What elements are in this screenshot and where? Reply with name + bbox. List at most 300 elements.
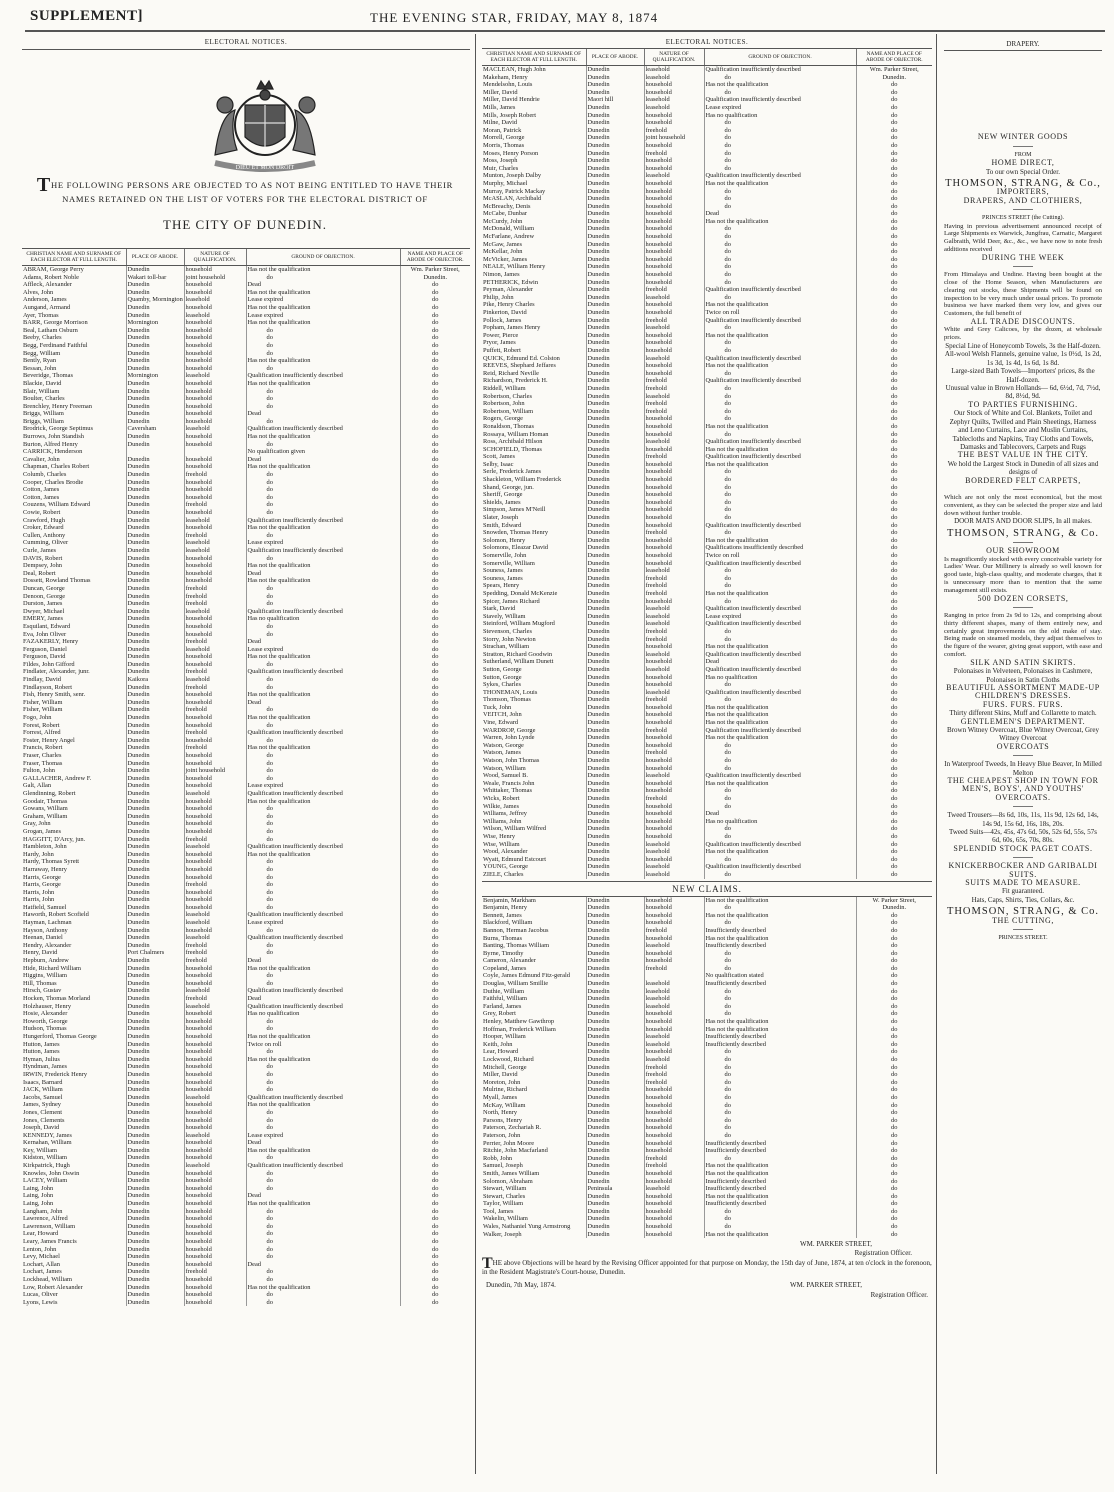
elector-name: Lenton, John [23, 1245, 57, 1253]
elector-name: Stewart, Charles [483, 1192, 526, 1200]
objection-ground: do [704, 795, 856, 803]
place-of-abode: Dunedin [126, 555, 184, 563]
objector: do [856, 195, 932, 203]
objection-ground: Has not the qualification [246, 1284, 400, 1292]
elector-name: Couzens, William Edward [23, 501, 91, 509]
elector-name: Hudson, Thomas [23, 1025, 67, 1033]
objection-ground: Has not the qualification [246, 1056, 400, 1064]
objector: do [856, 942, 932, 950]
qualification: household [184, 380, 246, 388]
table-row [482, 461, 932, 469]
objector: do [856, 711, 932, 719]
place-of-abode: Dunedin [586, 825, 644, 833]
objection-ground: do [704, 400, 856, 408]
ad-line: THE BEST VALUE IN THE CITY. [957, 450, 1089, 460]
elector-name: Ferguson, David [23, 653, 66, 661]
objector: do [856, 689, 932, 697]
qualification: household [184, 1056, 246, 1064]
table-row [22, 1101, 470, 1109]
elector-name: Boulter, Charles [23, 395, 65, 403]
ad-line: GENTLEMEN'S DEPARTMENT. [960, 716, 1086, 726]
place-of-abode: Dunedin [126, 388, 184, 396]
qualification: leasehold [184, 517, 246, 525]
elector-name: Moss, Joseph [483, 157, 518, 165]
objection-ground: Has not the qualification [246, 1147, 400, 1155]
objection-ground: do [246, 866, 400, 874]
objection-ground: do [246, 972, 400, 980]
table-row [22, 342, 470, 350]
objection-ground: Lease expired [246, 646, 400, 654]
table-row [482, 1071, 932, 1079]
qualification: household [644, 1200, 704, 1208]
qualification: household [184, 1147, 246, 1155]
objection-ground: do [246, 828, 400, 836]
elector-name: McFarlane, Andrew [483, 233, 535, 241]
objection-ground: Has not the qualification [246, 289, 400, 297]
qualification: household [184, 570, 246, 578]
objection-ground: do [246, 1299, 400, 1307]
place-of-abode: Dunedin [126, 334, 184, 342]
elector-name: Fildes, John Gifford [23, 660, 75, 668]
qualification: freehold [184, 729, 246, 737]
table-row [482, 863, 932, 871]
elector-name: Briggs, William [23, 410, 64, 418]
elector-name: Anderson, James [23, 296, 67, 304]
place-of-abode: Dunedin [586, 1140, 644, 1148]
objector: do [856, 833, 932, 841]
objection-ground: Qualification insufficiently described [704, 438, 856, 446]
place-of-abode: Dunedin [126, 1018, 184, 1026]
elector-name: Blackford, William [483, 919, 533, 927]
ad-line: OUR SHOWROOM [986, 546, 1060, 556]
objection-ground: do [704, 142, 856, 150]
objection-ground: do [246, 896, 400, 904]
objector: do [400, 1018, 470, 1026]
objection-ground: Qualification insufficiently described [246, 547, 400, 555]
elector-name: Haworth, Robert Scofield [23, 911, 89, 919]
qualification: household [184, 904, 246, 912]
elector-name: Columb, Charles [23, 471, 67, 479]
elector-name: ABRAM, George Perry [23, 266, 84, 273]
qualification: household [184, 1185, 246, 1193]
table-row [22, 1170, 470, 1178]
place-of-abode: Dunedin [586, 666, 644, 674]
place-of-abode: Dunedin [586, 408, 644, 416]
ad-line: THOMSON, STRANG, & Co., [945, 178, 1101, 190]
objection-ground: Insufficiently described [704, 1200, 856, 1208]
table-row [22, 1253, 470, 1261]
table-row [482, 965, 932, 973]
table-row [22, 623, 470, 631]
elector-name: Galt, Allan [23, 782, 52, 790]
table-row [482, 742, 932, 750]
objector: do [856, 1178, 932, 1186]
objector: do [856, 96, 932, 104]
objection-ground: Lease expired [246, 539, 400, 547]
qualification: freehold [184, 744, 246, 752]
elector-name: Hocken, Thomas Morland [23, 995, 91, 1002]
elector-name: Paterson, Zechariah R. [483, 1124, 542, 1132]
table-row [482, 848, 932, 856]
objector: do [400, 380, 470, 388]
table-row [22, 372, 470, 380]
objector: do [856, 848, 932, 856]
qualification: leasehold [184, 646, 246, 654]
objector: do [856, 734, 932, 742]
supplement-label: SUPPLEMENT] [30, 8, 144, 24]
qualification: leasehold [184, 987, 246, 995]
elector-name: NEALE, William Henry [483, 263, 546, 271]
objection-ground: Dead [246, 410, 400, 418]
table-row [22, 646, 470, 654]
elector-name: Deal, Robert [23, 569, 56, 577]
elector-name: Bessan, John [23, 364, 57, 372]
elector-name: Nimon, James [483, 271, 520, 279]
qualification: household [184, 562, 246, 570]
qualification: freehold [644, 453, 704, 461]
elector-name: Hendry, Alexander [23, 941, 72, 949]
table-row [22, 600, 470, 608]
elector-name: Mulrine, Richard [483, 1086, 528, 1094]
qualification: household [184, 1154, 246, 1162]
place-of-abode: Dunedin [126, 1208, 184, 1216]
objector: do [856, 1231, 932, 1239]
qualification: freehold [184, 949, 246, 957]
table-row [22, 463, 470, 471]
objection-ground: Qualification insufficiently described [704, 863, 856, 871]
objection-ground: Dead [704, 210, 856, 218]
place-of-abode: Dunedin [126, 418, 184, 426]
table-row [22, 798, 470, 806]
objector: do [400, 494, 470, 502]
objection-ground: do [704, 598, 856, 606]
objection-ground: Lease expired [246, 782, 400, 790]
place-of-abode: Dunedin [126, 509, 184, 517]
place-of-abode: Dunedin [586, 461, 644, 469]
table-row [22, 1117, 470, 1125]
objector: do [400, 365, 470, 373]
elector-name: Stewart, William [483, 1185, 527, 1193]
objection-ground: Qualification insufficiently described [246, 1094, 400, 1102]
table-row [482, 188, 932, 196]
qualification: household [644, 674, 704, 682]
elector-name: Hepburn, Andrew [23, 957, 69, 965]
table-row [482, 972, 932, 980]
place-of-abode: Dunedin [126, 1094, 184, 1102]
objector: do [856, 431, 932, 439]
elector-name: Findlater, Alexander, junr. [23, 668, 90, 676]
objection-ground: Qualification insufficiently described [704, 317, 856, 325]
elector-name: Ronaldson, Thomas [483, 422, 535, 430]
qualification: household [644, 1010, 704, 1018]
table-row [22, 281, 470, 289]
place-of-abode: Dunedin [586, 980, 644, 988]
objector: do [400, 949, 470, 957]
place-of-abode: Dunedin [586, 1200, 644, 1208]
place-of-abode: Dunedin [126, 934, 184, 942]
objection-ground: do [704, 339, 856, 347]
place-of-abode: Dunedin [586, 544, 644, 552]
objector: do [856, 1208, 932, 1216]
place-of-abode: Dunedin [126, 972, 184, 980]
place-of-abode: Dunedin [126, 1291, 184, 1299]
table-row [22, 957, 470, 965]
objection-ground: Qualification insufficiently described [704, 453, 856, 461]
objection-ground: do [704, 279, 856, 287]
table-row [482, 1048, 932, 1056]
elector-name: Wilson, William Wilfred [483, 825, 547, 833]
place-of-abode: Dunedin [126, 1177, 184, 1185]
qualification: household [184, 350, 246, 358]
table-row [482, 203, 932, 211]
place-of-abode: Dunedin [586, 263, 644, 271]
objector: do [400, 479, 470, 487]
place-of-abode: Dunedin [126, 433, 184, 441]
place-of-abode: Dunedin [126, 577, 184, 585]
elector-name: Souness, James [483, 574, 523, 582]
ad-line: THOMSON, STRANG, & Co. [946, 527, 1100, 539]
place-of-abode: Dunedin [586, 74, 644, 82]
place-of-abode: Dunedin [586, 1193, 644, 1201]
elector-name: Langham, John [23, 1207, 63, 1215]
objection-ground: do [246, 1063, 400, 1071]
objector: do [856, 1200, 932, 1208]
objector: do [856, 1109, 932, 1117]
objector: do [400, 463, 470, 471]
objection-ground: Qualification insufficiently described [704, 689, 856, 697]
place-of-abode: Dunedin [126, 699, 184, 707]
qualification: household [184, 441, 246, 449]
elector-name: QUICK, Edmund Ed. Colston [483, 354, 560, 362]
qualification: leasehold [644, 605, 704, 613]
table-row [22, 615, 470, 623]
objector: do [856, 89, 932, 97]
table-row [22, 1010, 470, 1018]
qualification: leasehold [644, 438, 704, 446]
column-header: CHRISTIAN NAME AND SURNAME OF EACH ELECTOR AT FULL LENGTH. [22, 249, 126, 266]
place-of-abode: Dunedin [126, 691, 184, 699]
qualification: household [184, 1230, 246, 1238]
elector-name: Begg, Ferdinand Faithful [23, 341, 88, 349]
objection-ground: Dead [246, 1192, 400, 1200]
objection-ground: Twice on roll [246, 1041, 400, 1049]
hearing-dropcap: T [482, 1255, 493, 1273]
place-of-abode: Dunedin [126, 919, 184, 927]
table-row [22, 471, 470, 479]
qualification: freehold [644, 575, 704, 583]
place-of-abode: Dunedin [586, 347, 644, 355]
elector-name: Lear, Howard [23, 1230, 59, 1238]
objection-ground: do [704, 203, 856, 211]
objector: Wm. Parker Street, [400, 266, 470, 274]
table-row [482, 734, 932, 742]
objection-ground: do [704, 225, 856, 233]
qualification: household [184, 577, 246, 585]
elector-name: Curle, James [23, 546, 57, 554]
objector: do [400, 1185, 470, 1193]
objection-ground: do [704, 499, 856, 507]
table-row [22, 661, 470, 669]
objection-ground: do [246, 1246, 400, 1254]
table-row [22, 547, 470, 555]
elector-name: Makeham, Henry [483, 73, 528, 81]
place-of-abode: Dunedin [586, 332, 644, 340]
objector: do [400, 1033, 470, 1041]
elector-name: Lockhead, William [23, 1275, 72, 1283]
qualification: leasehold [184, 1162, 246, 1170]
objector: do [856, 742, 932, 750]
ad-line: PRINCES STREET. [998, 935, 1048, 942]
elector-name: Benjamin, Henry [483, 904, 528, 912]
place-of-abode: Dunedin [586, 658, 644, 666]
elector-name: Harris, John [23, 896, 55, 904]
table-row [22, 934, 470, 942]
objection-ground: Qualification insufficiently described [704, 620, 856, 628]
objector: do [856, 696, 932, 704]
objector: do [400, 798, 470, 806]
middle-electoral-column [482, 38, 932, 1478]
table-row [22, 577, 470, 585]
objector: do [856, 919, 932, 927]
table-row [482, 1003, 932, 1011]
qualification: household [644, 332, 704, 340]
table-row [482, 453, 932, 461]
table-row [22, 972, 470, 980]
elector-name: McVicker, James [483, 255, 528, 263]
qualification: freehold [644, 927, 704, 935]
qualification: household [184, 661, 246, 669]
objector: do [856, 355, 932, 363]
table-row [482, 950, 932, 958]
elector-name: Smith, James William [483, 1169, 540, 1177]
table-row [22, 1033, 470, 1041]
objector: do [400, 456, 470, 464]
objection-ground: do [704, 514, 856, 522]
place-of-abode: Dunedin [586, 598, 644, 606]
qualification: household [184, 456, 246, 464]
qualification: household [184, 1291, 246, 1299]
objector: do [400, 1208, 470, 1216]
place-of-abode: Dunedin [126, 615, 184, 623]
elector-name: Somerville, William [483, 559, 535, 567]
qualification: leasehold [644, 1041, 704, 1049]
qualification: household [184, 1063, 246, 1071]
place-of-abode: Dunedin [586, 965, 644, 973]
place-of-abode: Dunedin [586, 476, 644, 484]
objector: do [856, 104, 932, 112]
qualification: leasehold [644, 995, 704, 1003]
table-row [482, 980, 932, 988]
elector-name: Sheriff, George [483, 491, 523, 499]
objector: do [400, 403, 470, 411]
ad-line: Special Line of Honeycomb Towels, 3s the Half-dozen. [945, 342, 1101, 351]
qualification: freehold [184, 942, 246, 950]
elector-name: Glendinning, Robert [23, 789, 76, 797]
qualification: freehold [184, 600, 246, 608]
objection-ground: do [704, 370, 856, 378]
objection-ground: Dead [246, 638, 400, 646]
table-row [22, 1238, 470, 1246]
objector: do [400, 934, 470, 942]
objection-ground: do [246, 820, 400, 828]
objection-ground: do [704, 636, 856, 644]
qualification: household [644, 1178, 704, 1186]
place-of-abode: Dunedin [126, 304, 184, 312]
place-of-abode: Dunedin [586, 567, 644, 575]
place-of-abode: Dunedin [586, 529, 644, 537]
objector: do [400, 828, 470, 836]
qualification: household [184, 813, 246, 821]
table-row [22, 608, 470, 616]
objection-ground: do [246, 327, 400, 335]
qualification: household [184, 858, 246, 866]
elector-name: LACEY, William [23, 1177, 68, 1185]
ad-separator [1013, 146, 1033, 147]
objector: do [856, 203, 932, 211]
objector: do [856, 1170, 932, 1178]
qualification: household [644, 241, 704, 249]
qualification: freehold [184, 532, 246, 540]
objector: do [400, 737, 470, 745]
table-row [482, 1215, 932, 1223]
elector-name: Miller, David [483, 1071, 518, 1079]
table-row [482, 787, 932, 795]
objector: do [400, 1132, 470, 1140]
qualification: household [644, 157, 704, 165]
place-of-abode: Dunedin [586, 628, 644, 636]
table-row [482, 833, 932, 841]
table-row [22, 1299, 470, 1307]
place-of-abode: Dunedin [126, 684, 184, 692]
table-row [482, 355, 932, 363]
table-row [22, 1079, 470, 1087]
objector: do [400, 714, 470, 722]
table-row [22, 266, 470, 274]
objector: do [856, 279, 932, 287]
table-row [22, 1223, 470, 1231]
notice-dropcap: T [36, 174, 51, 196]
objection-ground: do [704, 582, 856, 590]
qualification: household [184, 775, 246, 783]
objector: do [400, 501, 470, 509]
table-row [482, 1223, 932, 1231]
place-of-abode: Dunedin [126, 1101, 184, 1109]
place-of-abode: Dunedin [126, 881, 184, 889]
objector: do [400, 1094, 470, 1102]
objection-ground: Qualification insufficiently described [704, 355, 856, 363]
place-of-abode: Dunedin [126, 1139, 184, 1147]
table-row [482, 484, 932, 492]
objection-ground: do [246, 927, 400, 935]
elector-name: Peyman, Alexander [483, 286, 534, 294]
place-of-abode: Dunedin [126, 987, 184, 995]
qualification: leasehold [644, 620, 704, 628]
qualification: household [184, 653, 246, 661]
elector-name: Sutton, George [483, 665, 522, 673]
place-of-abode: Dunedin [586, 1003, 644, 1011]
table-row [482, 582, 932, 590]
place-of-abode: Dunedin [126, 798, 184, 806]
place-of-abode: Dunedin [586, 1223, 644, 1231]
objector: do [400, 1003, 470, 1011]
objector: do [856, 1003, 932, 1011]
column-divider [936, 34, 937, 1474]
objection-ground: do [246, 1208, 400, 1216]
elector-name: Fraser, Charles [23, 752, 62, 759]
table-row [22, 1162, 470, 1170]
objection-ground: do [704, 385, 856, 393]
objector: do [856, 681, 932, 689]
